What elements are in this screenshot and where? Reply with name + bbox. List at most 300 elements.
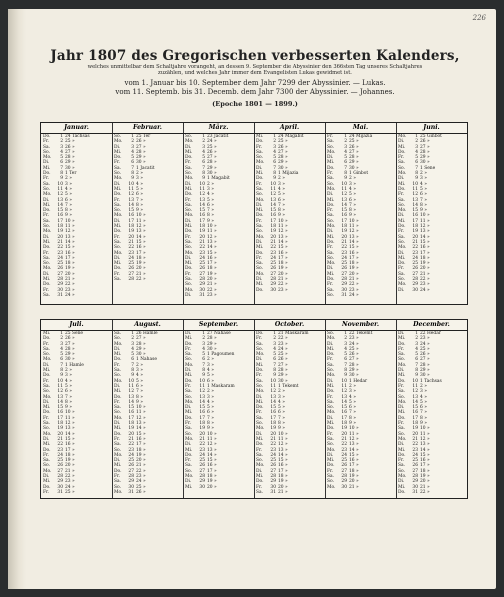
abyssinian-date-cell: 6 » xyxy=(207,410,214,416)
weekday-cell: Mi. xyxy=(114,261,122,267)
weekday-cell: Mi. xyxy=(398,255,406,261)
weekday-cell: Di. xyxy=(398,139,405,145)
day-number-cell: 21 xyxy=(199,436,205,442)
abyssinian-date-cell: 18 » xyxy=(278,474,288,480)
weekday-cell: Di. xyxy=(185,368,192,374)
weekday-cell: Mo. xyxy=(114,139,123,145)
day-number-cell: 6 xyxy=(202,357,205,363)
weekday-cell: Di. xyxy=(43,234,50,240)
day-number-cell: 12 xyxy=(341,389,347,395)
abyssinian-date-cell: 22 » xyxy=(136,277,146,283)
day-number-cell: 6 xyxy=(202,160,205,166)
abyssinian-date-cell: 22 » xyxy=(278,336,288,342)
day-number-cell: 22 xyxy=(57,245,63,251)
day-number-cell: 12 xyxy=(57,389,63,395)
day-number-cell: 14 xyxy=(199,202,205,208)
abyssinian-date-cell: 20 » xyxy=(136,266,146,272)
weekday-cell: Sa. xyxy=(43,346,51,352)
day-number-cell: 31 xyxy=(341,292,347,298)
abyssinian-date-cell: 5 » xyxy=(349,192,356,198)
abyssinian-date-cell: 23 » xyxy=(65,479,75,485)
abyssinian-date-cell: 3 » xyxy=(278,181,285,187)
day-number-cell: 28 xyxy=(128,277,134,283)
abyssinian-date-cell: 25 » xyxy=(65,489,75,495)
day-number-cell: 8 xyxy=(415,368,418,374)
weekday-cell: Fr. xyxy=(256,447,263,453)
abyssinian-date-cell: 24 » xyxy=(207,139,217,145)
day-row xyxy=(254,490,325,495)
weekday-cell: Do. xyxy=(327,202,335,208)
weekday-cell: Mi. xyxy=(43,277,51,283)
abyssinian-date-cell: 10 » xyxy=(420,426,430,432)
day-number-cell: 18 xyxy=(412,224,418,230)
weekday-cell: Sa. xyxy=(185,463,193,469)
abyssinian-date-cell: 9 » xyxy=(65,213,72,219)
day-row xyxy=(183,293,254,298)
weekday-cell: Mo. xyxy=(43,266,52,272)
weekday-cell: So. xyxy=(114,208,121,214)
epoch-label: (Epoche 1801 — 1899.) xyxy=(212,99,298,108)
abyssinian-date-cell: 20 » xyxy=(349,271,359,277)
abyssinian-date-cell: 11 » xyxy=(136,218,146,224)
month-column xyxy=(41,320,113,498)
weekday-cell: Mi. xyxy=(114,389,122,395)
abyssinian-date-cell: 3 » xyxy=(207,186,214,192)
day-number-cell: 10 xyxy=(199,181,205,187)
weekday-cell: Do. xyxy=(398,149,406,155)
abyssinian-date-cell: 13 » xyxy=(420,229,430,235)
weekday-cell: Do. xyxy=(114,394,122,400)
abyssinian-date-cell: 25 » xyxy=(278,139,288,145)
day-number-cell: 16 xyxy=(270,213,276,219)
weekday-cell: Mo. xyxy=(327,186,336,192)
abyssinian-date-cell: 10 » xyxy=(136,405,146,411)
abyssinian-date-cell: 26 » xyxy=(207,149,217,155)
day-number-cell: 20 xyxy=(341,431,347,437)
weekday-cell: Sa. xyxy=(256,489,264,495)
abyssinian-date-cell: 7 » xyxy=(420,410,427,416)
day-number-cell: 23 xyxy=(199,250,205,256)
abyssinian-date-cell: 21 » xyxy=(420,271,430,277)
weekday-cell: Di. xyxy=(398,331,405,336)
day-number-cell: 6 xyxy=(273,357,276,363)
weekday-cell: So. xyxy=(114,447,121,453)
weekday-cell: Sa. xyxy=(327,474,335,480)
day-number-cell: 9 xyxy=(60,373,63,379)
weekday-cell: Mo. xyxy=(43,192,52,198)
abyssinian-date-cell: 7 » xyxy=(349,202,356,208)
weekday-cell: Sa. xyxy=(256,186,264,192)
abyssinian-date-cell: 28 » xyxy=(420,149,430,155)
abyssinian-date-cell: 7 » xyxy=(65,202,72,208)
abyssinian-date-cell: 1 Tachsas xyxy=(420,378,442,384)
abyssinian-date-cell: 19 » xyxy=(207,479,217,485)
day-number-cell: 7 xyxy=(131,165,134,171)
abyssinian-date-cell: 5 » xyxy=(207,373,214,379)
abyssinian-date-cell: 27 » xyxy=(278,149,288,155)
abyssinian-date-cell: 8 » xyxy=(278,208,285,214)
day-number-cell: 10 xyxy=(199,378,205,384)
weekday-cell: Do. xyxy=(185,452,193,458)
weekday-cell: Fr. xyxy=(43,139,50,145)
abyssinian-date-cell: 15 » xyxy=(65,245,75,251)
weekday-cell: Mo. xyxy=(185,436,194,442)
month-column xyxy=(254,320,326,498)
day-number-cell: 18 xyxy=(199,421,205,427)
abyssinian-date-cell: 17 » xyxy=(207,468,217,474)
abyssinian-date-cell: 4 » xyxy=(65,186,72,192)
abyssinian-date-cell: 30 » xyxy=(349,373,359,379)
weekday-cell: Do. xyxy=(256,479,264,485)
day-number-cell: 20 xyxy=(412,431,418,437)
abyssinian-date-cell: 25 » xyxy=(136,484,146,490)
abyssinian-date-cell: 24 Tachsas xyxy=(65,134,90,139)
abyssinian-date-cell: 24 » xyxy=(65,292,75,298)
weekday-cell: Sa. xyxy=(327,213,335,219)
weekday-cell: Fr. xyxy=(185,346,192,352)
abyssinian-date-cell: 11 » xyxy=(65,224,75,230)
day-number-cell: 24 xyxy=(270,452,276,458)
weekday-cell: Mo. xyxy=(256,271,265,277)
day-number-cell: 27 xyxy=(341,468,347,474)
day-number-cell: 3 xyxy=(344,341,347,347)
day-number-cell: 22 xyxy=(128,442,134,448)
abyssinian-date-cell: 16 » xyxy=(65,442,75,448)
day-number-cell: 16 xyxy=(57,213,63,219)
month-header: Februar. xyxy=(112,123,183,134)
abyssinian-date-cell: 9 » xyxy=(136,208,143,214)
abyssinian-date-cell: 26 » xyxy=(65,336,75,342)
weekday-cell: So. xyxy=(43,463,50,469)
day-number-cell: 30 xyxy=(412,287,418,293)
day-number-cell: 1 xyxy=(60,134,63,139)
abyssinian-date-cell: 20 » xyxy=(207,277,217,283)
day-number-cell: 9 xyxy=(202,373,205,379)
abyssinian-date-cell: 30 » xyxy=(349,165,359,171)
day-number-cell: 26 xyxy=(412,463,418,469)
abyssinian-date-cell: 15 » xyxy=(65,436,75,442)
day-number-cell: 21 xyxy=(199,239,205,245)
day-number-cell: 21 xyxy=(57,239,63,245)
abyssinian-date-cell: 20 » xyxy=(278,271,288,277)
abyssinian-date-cell: 23 » xyxy=(420,336,430,342)
day-number-cell: 26 xyxy=(57,266,63,272)
weekday-cell: Mi. xyxy=(43,442,51,448)
abyssinian-date-cell: 9 » xyxy=(420,421,427,427)
abyssinian-date-cell: 4 » xyxy=(278,399,285,405)
weekday-cell: Sa. xyxy=(114,442,122,448)
weekday-cell: So. xyxy=(43,149,50,155)
abyssinian-date-cell: 26 Hamle xyxy=(136,331,158,336)
abyssinian-date-cell: 8 » xyxy=(278,421,285,427)
day-number-cell: 16 xyxy=(412,410,418,416)
day-number-cell: 1 xyxy=(202,331,205,336)
day-number-cell: 12 xyxy=(199,389,205,395)
day-number-cell: 26 xyxy=(57,463,63,469)
day-number-cell: 22 xyxy=(412,442,418,448)
day-number-cell: 13 xyxy=(199,394,205,400)
weekday-cell: Di. xyxy=(398,287,405,293)
abyssinian-date-cell: 10 » xyxy=(420,213,430,219)
abyssinian-date-cell: 19 » xyxy=(349,266,359,272)
weekday-cell: Mi. xyxy=(185,484,193,490)
day-number-cell: 20 xyxy=(412,234,418,240)
day-number-cell: 15 xyxy=(57,208,63,214)
day-number-cell: 7 xyxy=(273,165,276,171)
abyssinian-date-cell: 2 » xyxy=(207,181,214,187)
abyssinian-date-cell: 26 » xyxy=(420,352,430,358)
weekday-cell: Mo. xyxy=(398,282,407,288)
day-number-cell: 27 xyxy=(57,468,63,474)
day-number-cell: 9 xyxy=(344,176,347,182)
abyssinian-date-cell: 23 Jacatit xyxy=(207,134,229,139)
weekday-cell: Sa. xyxy=(256,415,264,421)
abyssinian-date-cell: 1 Mijazia xyxy=(278,171,299,177)
day-number-cell: 14 xyxy=(128,202,134,208)
abyssinian-date-cell: 3 » xyxy=(136,368,143,374)
abyssinian-date-cell: 28 » xyxy=(207,160,217,166)
weekday-cell: Fr. xyxy=(256,373,263,379)
day-number-cell: 1 xyxy=(415,331,418,336)
abyssinian-date-cell: 18 » xyxy=(420,255,430,261)
day-number-cell: 15 xyxy=(341,405,347,411)
weekday-cell: Sa. xyxy=(185,202,193,208)
day-number-cell: 30 xyxy=(199,287,205,293)
day-number-cell: 25 xyxy=(128,261,134,267)
abyssinian-date-cell: 2 » xyxy=(420,171,427,177)
abyssinian-date-cell: 16 » xyxy=(278,250,288,256)
weekday-cell: Mi. xyxy=(327,271,335,277)
weekday-cell: Sa. xyxy=(398,389,406,395)
abyssinian-date-cell: 16 » xyxy=(420,458,430,464)
weekday-cell: Di. xyxy=(398,405,405,411)
day-number-cell: 25 xyxy=(341,458,347,464)
abyssinian-date-cell: 23 » xyxy=(420,282,430,288)
abyssinian-date-cell: 14 » xyxy=(65,431,75,437)
weekday-cell: Di. xyxy=(256,468,263,474)
day-number-cell: 10 xyxy=(128,378,134,384)
abyssinian-date-cell: 8 » xyxy=(136,202,143,208)
weekday-cell: So. xyxy=(256,383,263,389)
weekday-cell: Mi. xyxy=(327,346,335,352)
day-number-cell: 3 xyxy=(131,341,134,347)
day-number-cell: 8 xyxy=(60,171,63,177)
abyssinian-date-cell: 7 » xyxy=(207,208,214,214)
weekday-cell: Mi. xyxy=(256,474,264,480)
abyssinian-date-cell: 22 » xyxy=(278,282,288,288)
weekday-cell: So. xyxy=(185,468,192,474)
abyssinian-date-cell: 29 » xyxy=(65,160,75,166)
weekday-cell: Do. xyxy=(185,155,193,161)
day-number-cell: 28 xyxy=(199,474,205,480)
abyssinian-date-cell: 22 » xyxy=(420,489,430,495)
weekday-cell: So. xyxy=(256,458,263,464)
day-number-cell: 9 xyxy=(60,176,63,182)
abyssinian-date-cell: 15 » xyxy=(278,458,288,464)
weekday-cell: So. xyxy=(43,389,50,395)
abyssinian-date-cell: 13 » xyxy=(136,229,146,235)
day-number-cell: 19 xyxy=(57,426,63,432)
abyssinian-date-cell: 6 » xyxy=(420,192,427,198)
day-number-cell: 12 xyxy=(57,192,63,198)
weekday-cell: Mo. xyxy=(43,155,52,161)
weekday-cell: Fr. xyxy=(398,155,405,161)
day-number-cell: 11 xyxy=(412,383,418,389)
day-number-cell: 9 xyxy=(273,176,276,182)
abyssinian-date-cell: 6 » xyxy=(349,405,356,411)
abyssinian-date-cell: 9 » xyxy=(136,399,143,405)
weekday-cell: So. xyxy=(114,134,121,139)
day-number-cell: 12 xyxy=(412,389,418,395)
day-number-cell: 16 xyxy=(270,410,276,416)
day-number-cell: 13 xyxy=(341,394,347,400)
abyssinian-date-cell: 16 » xyxy=(278,463,288,469)
day-number-cell: 9 xyxy=(131,176,134,182)
day-number-cell: 9 xyxy=(415,176,418,182)
day-number-cell: 10 xyxy=(128,181,134,187)
weekday-cell: So. xyxy=(185,245,192,251)
weekday-cell: Sa. xyxy=(398,463,406,469)
abyssinian-date-cell: 29 » xyxy=(136,346,146,352)
month-column xyxy=(41,123,113,304)
abyssinian-date-cell: 27 » xyxy=(278,362,288,368)
weekday-cell: Mi. xyxy=(43,479,51,485)
day-number-cell: 31 xyxy=(57,292,63,298)
weekday-cell: Mo. xyxy=(185,474,194,480)
day-number-cell: 12 xyxy=(270,389,276,395)
day-number-cell: 11 xyxy=(341,383,347,389)
weekday-cell: Sa. xyxy=(256,452,264,458)
abyssinian-date-cell: 16 » xyxy=(65,250,75,256)
abyssinian-date-cell: 12 » xyxy=(65,229,75,235)
abyssinian-date-cell: 9 » xyxy=(349,213,356,219)
weekday-cell: Do. xyxy=(398,261,406,267)
weekday-cell: Di. xyxy=(185,255,192,261)
abyssinian-date-cell: 18 » xyxy=(349,468,359,474)
weekday-cell: Sa. xyxy=(43,292,51,298)
weekday-cell: Fr. xyxy=(398,346,405,352)
day-number-cell: 31 xyxy=(199,292,205,298)
weekday-cell: Do. xyxy=(398,452,406,458)
day-number-cell: 26 xyxy=(270,266,276,272)
day-number-cell: 23 xyxy=(412,250,418,256)
weekday-cell: Mi. xyxy=(114,149,122,155)
weekday-cell: Sa. xyxy=(114,239,122,245)
abyssinian-date-cell: 12 » xyxy=(278,229,288,235)
abyssinian-date-cell: 27 » xyxy=(136,144,146,150)
abyssinian-date-cell: 5 » xyxy=(420,186,427,192)
month-column xyxy=(325,123,397,304)
weekday-cell: Fr. xyxy=(327,245,334,251)
abyssinian-date-cell: 5 » xyxy=(278,405,285,411)
abyssinian-date-cell: 1 Tekemt xyxy=(278,383,299,389)
day-number-cell: 27 xyxy=(128,468,134,474)
day-number-cell: 1 xyxy=(415,134,418,139)
abyssinian-date-cell: 6 » xyxy=(207,378,214,384)
day-number-cell: 17 xyxy=(412,218,418,224)
weekday-cell: Sa. xyxy=(185,239,193,245)
abyssinian-date-cell: 16 » xyxy=(136,436,146,442)
abyssinian-date-cell: 23 » xyxy=(278,287,288,293)
weekday-cell: Sa. xyxy=(256,378,264,384)
abyssinian-date-cell: 13 » xyxy=(349,234,359,240)
abyssinian-date-cell: 15 » xyxy=(349,452,359,458)
abyssinian-date-cell: 29 » xyxy=(65,352,75,358)
weekday-cell: Mo. xyxy=(327,149,336,155)
abyssinian-date-cell: 17 » xyxy=(278,468,288,474)
weekday-cell: Di. xyxy=(114,421,121,427)
abyssinian-date-cell: 29 » xyxy=(420,368,430,374)
weekday-cell: Di. xyxy=(185,218,192,224)
page-binding-shadow xyxy=(8,9,26,589)
weekday-cell: Do. xyxy=(43,410,51,416)
abyssinian-date-cell: 10 » xyxy=(278,431,288,437)
day-number-cell: 4 xyxy=(344,149,347,155)
abyssinian-date-cell: 25 Sene xyxy=(65,331,84,336)
abyssinian-date-cell: 4 » xyxy=(136,373,143,379)
day-number-cell: 25 xyxy=(270,458,276,464)
weekday-cell: Mo. xyxy=(256,160,265,166)
weekday-cell: Do. xyxy=(185,192,193,198)
weekday-cell: Sa. xyxy=(43,181,51,187)
day-number-cell: 23 xyxy=(128,250,134,256)
weekday-cell: Sa. xyxy=(256,341,264,347)
day-number-cell: 23 xyxy=(57,447,63,453)
weekday-cell: Sa. xyxy=(114,368,122,374)
day-number-cell: 26 xyxy=(412,266,418,272)
abyssinian-date-cell: 2 » xyxy=(136,171,143,177)
abyssinian-date-cell: 8 » xyxy=(349,208,356,214)
abyssinian-date-cell: 5 » xyxy=(136,378,143,384)
abyssinian-date-cell: 27 » xyxy=(349,357,359,363)
abyssinian-date-cell: 3 » xyxy=(136,176,143,182)
day-number-cell: 3 xyxy=(131,144,134,150)
abyssinian-date-cell: 15 » xyxy=(207,458,217,464)
day-number-cell: 24 xyxy=(199,452,205,458)
weekday-cell: So. xyxy=(327,331,334,336)
weekday-cell: Do. xyxy=(185,229,193,235)
weekday-cell: Mo. xyxy=(185,176,194,182)
weekday-cell: So. xyxy=(43,186,50,192)
weekday-cell: Do. xyxy=(256,139,264,145)
weekday-cell: So. xyxy=(398,394,405,400)
day-number-cell: 25 xyxy=(270,261,276,267)
weekday-cell: Fr. xyxy=(185,271,192,277)
weekday-cell: Mo. xyxy=(114,415,123,421)
abyssinian-date-cell: 26 » xyxy=(136,139,146,145)
day-number-cell: 31 xyxy=(57,489,63,495)
day-number-cell: 16 xyxy=(341,410,347,416)
weekday-cell: Di. xyxy=(327,415,334,421)
weekday-cell: Mi. xyxy=(185,149,193,155)
weekday-cell: Mo. xyxy=(398,436,407,442)
abyssinian-date-cell: 26 » xyxy=(420,139,430,145)
day-number-cell: 18 xyxy=(57,421,63,427)
weekday-cell: Do. xyxy=(256,368,264,374)
weekday-cell: Do. xyxy=(256,176,264,182)
day-number-cell: 24 xyxy=(270,255,276,261)
abyssinian-date-cell: 19 » xyxy=(136,452,146,458)
day-number-cell: 4 xyxy=(344,346,347,352)
abyssinian-date-cell: 1 Ter xyxy=(65,171,77,177)
weekday-cell: Mi. xyxy=(327,383,335,389)
day-number-cell: 25 xyxy=(341,261,347,267)
weekday-cell: Fr. xyxy=(327,468,334,474)
weekday-cell: Fr. xyxy=(398,421,405,427)
weekday-cell: Di. xyxy=(185,405,192,411)
weekday-cell: Sa. xyxy=(114,202,122,208)
day-number-cell: 28 xyxy=(341,474,347,480)
